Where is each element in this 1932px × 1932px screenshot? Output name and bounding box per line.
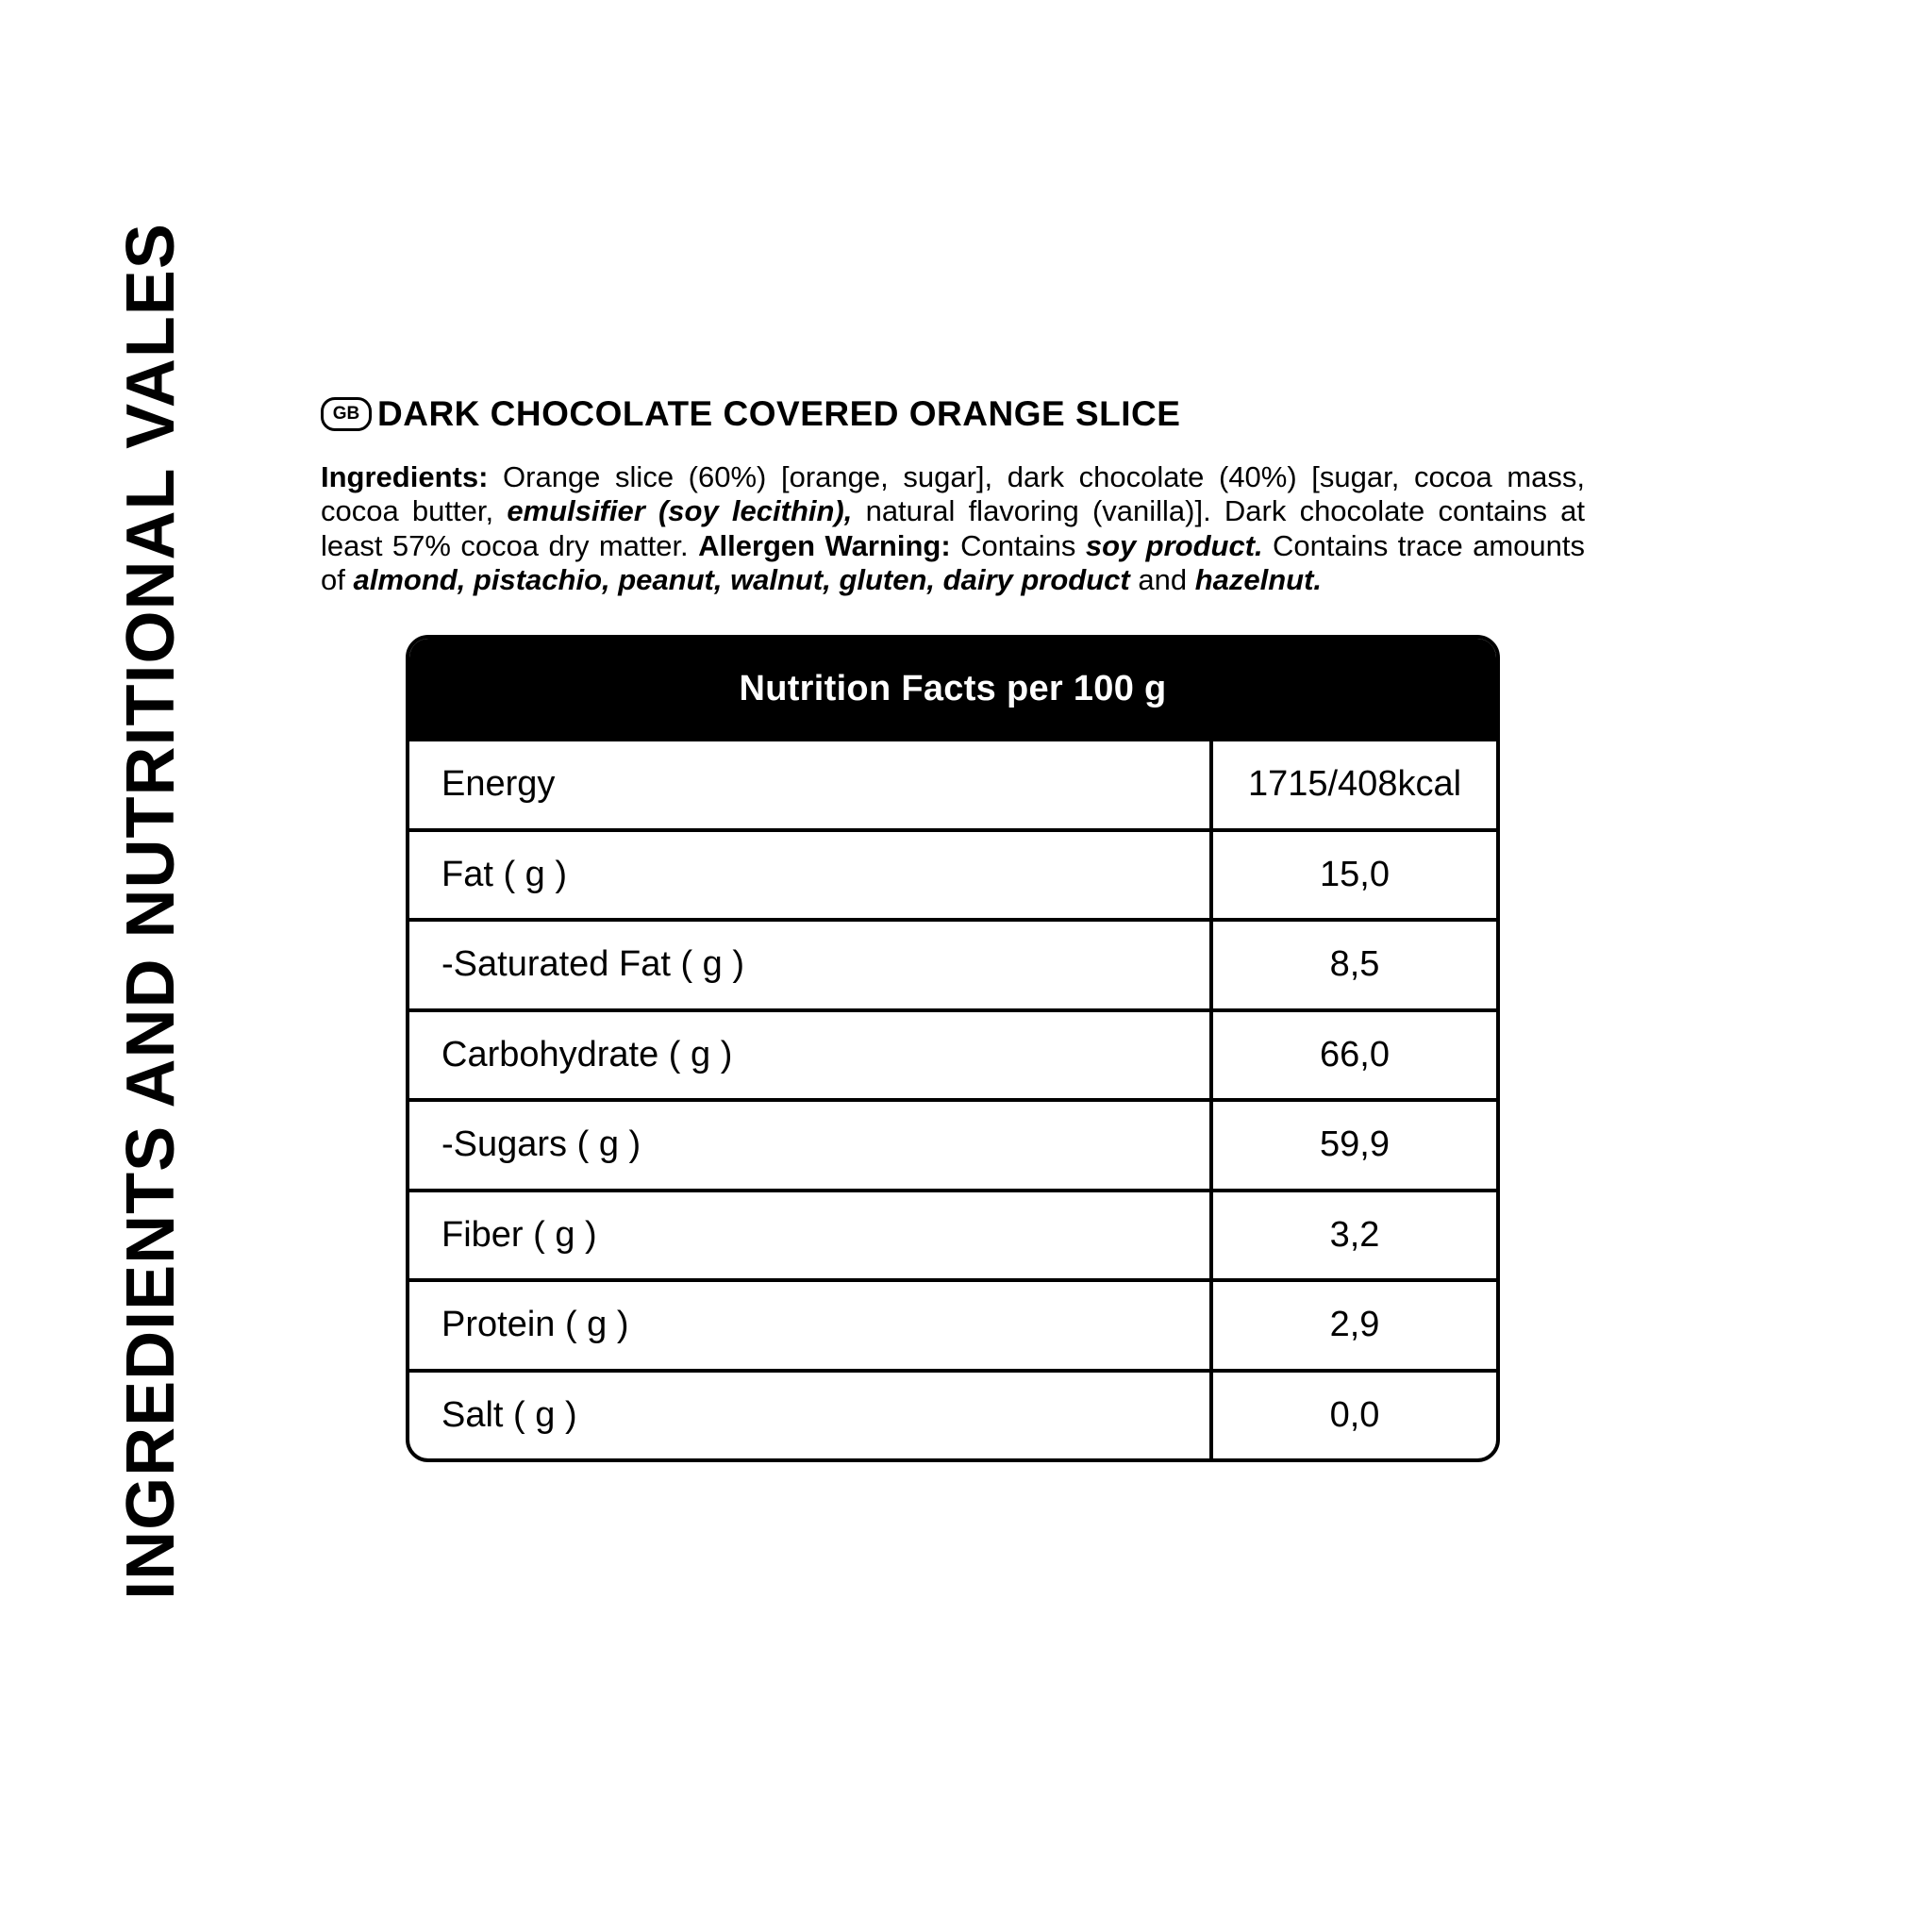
table-row	[409, 828, 1496, 919]
nutrient-label: Salt ( g )	[409, 1373, 1213, 1459]
ingredients-paragraph	[321, 460, 1585, 597]
nutrient-label: -Saturated Fat ( g )	[409, 922, 1213, 1008]
nutrition-facts-table	[406, 635, 1500, 1462]
table-row	[409, 918, 1496, 1008]
nutrient-value: 8,5	[1329, 944, 1380, 985]
nutrient-label: Energy	[409, 741, 1213, 828]
nutrient-value: 0,0	[1329, 1394, 1380, 1435]
table-row	[409, 1278, 1496, 1369]
table-row	[409, 1098, 1496, 1189]
nutrient-label: -Sugars ( g )	[409, 1102, 1213, 1189]
nutrient-label: Carbohydrate ( g )	[409, 1012, 1213, 1099]
ingredients-emphasis-emulsifier: emulsifier (soy lecithin),	[507, 494, 853, 528]
ingredients-text-3: Contains	[950, 528, 1086, 562]
table-row	[409, 1189, 1496, 1279]
side-title: INGREDIENTS AND NUTRITIONAL VALES	[113, 223, 189, 1600]
allergen-warning-label: Allergen Warning:	[698, 528, 951, 562]
nutrient-label: Protein ( g )	[409, 1282, 1213, 1369]
nutrition-table-header: Nutrition Facts per 100 g	[409, 639, 1496, 741]
table-row	[409, 1008, 1496, 1099]
side-title-container	[0, 0, 311, 1932]
ingredients-text-1: Orange slice (60%) [orange, sugar], dark chocolate (40%) [sugar, cocoa mass, cocoa butter,	[321, 460, 1585, 528]
nutrient-label: Fiber ( g )	[409, 1192, 1213, 1279]
product-heading	[321, 396, 1604, 431]
ingredients-text-4: Contains trace amounts of	[321, 528, 1586, 596]
nutrient-value: 1715/408kcal	[1247, 764, 1462, 805]
nutrient-value: 15,0	[1320, 854, 1390, 894]
nutrition-table-body	[409, 741, 1496, 1458]
ingredients-label: Ingredients:	[321, 460, 489, 493]
nutrient-label: Fat ( g )	[409, 832, 1213, 919]
ingredients-text-5: and	[1129, 562, 1195, 596]
nutrient-value: 66,0	[1320, 1034, 1390, 1074]
nutrient-value: 3,2	[1329, 1214, 1380, 1255]
ingredients-emphasis-soy: soy product.	[1085, 528, 1263, 562]
nutrient-value: 59,9	[1320, 1124, 1390, 1165]
ingredients-emphasis-traces: almond, pistachio, peanut, walnut, gluten, dairy product	[353, 562, 1130, 596]
table-row	[409, 741, 1496, 828]
ingredients-text-2: natural flavoring (vanilla)]. Dark chocolate contains at least 57% cocoa dry matter.	[321, 494, 1585, 562]
nutrient-value: 2,9	[1329, 1305, 1380, 1345]
table-row	[409, 1369, 1496, 1459]
product-title: DARK CHOCOLATE COVERED ORANGE SLICE	[377, 394, 1181, 433]
language-badge-icon: GB	[321, 397, 372, 431]
label-content	[321, 396, 1604, 1462]
ingredients-emphasis-hazelnut: hazelnut.	[1194, 562, 1323, 596]
